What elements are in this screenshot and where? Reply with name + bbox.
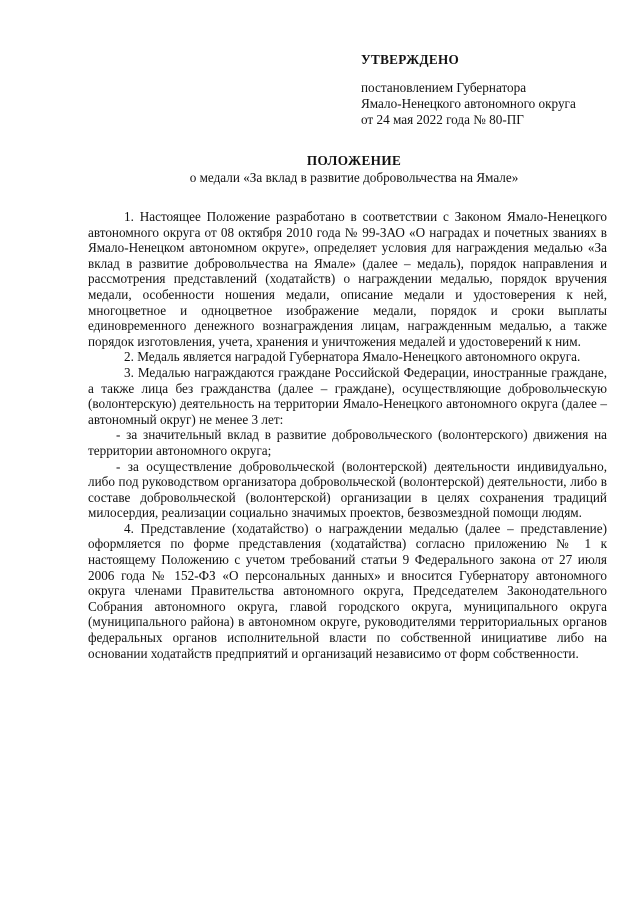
paragraph-3-bullet-1: - за значительный вклад в развитие добровольческого (волонтерского) движения на территории автономного округа; xyxy=(88,427,607,458)
paragraph-3: 3. Медалью награждаются граждане Российской Федерации, иностранные граждане, а также лица без гражданства (далее – граждане), осуществляющие добровольческую (волонтерскую) деятельность на территории Ямало-Ненецкого автономного округа (далее – автономный округ) не менее 3 лет: xyxy=(88,364,607,427)
document-heading xyxy=(80,152,628,186)
paragraph-1: 1. Настоящее Положение разработано в соответствии с Законом Ямало-Ненецкого автономного округа от 08 октября 2010 года № 99-ЗАО «О наградах и почетных званиях в Ямало-Ненецком автономном округе», определяет условия для награждения медалью «За вклад в развитие добровольчества на Ямале» (далее – медаль), порядок направления и рассмотрения представлений (ходатайств) о награждении медалью, порядок вручения медали, особенности ношения медали, описание медали и удостоверения к ней, многоцветное и одноцветное изображение медали, порядок и сроки выплаты единовременного денежного вознаграждения лицам, награжденным медалью, а также порядок изготовления, учета, хранения и уничтожения медалей и удостоверений к ним. xyxy=(88,209,607,349)
paragraph-2: 2. Медаль является наградой Губернатора Ямало-Ненецкого автономного округа. xyxy=(124,349,581,365)
document-title: ПОЛОЖЕНИЕ xyxy=(306,153,402,168)
paragraph-3-bullet-2: - за осуществление добровольческой (волонтерской) деятельности индивидуально, либо под руководством организатора добровольческой (волонтерской) деятельности, либо в составе добровольческой (волонтерской) организации в целях сохранения традиций милосердия, реализации социально значимых проектов, безвозмездной помощи людям. xyxy=(88,458,607,521)
approval-line: от 24 мая 2022 года № 80-ПГ xyxy=(361,112,524,127)
document-body xyxy=(88,209,607,661)
approval-heading: УТВЕРЖДЕНО xyxy=(361,52,460,67)
document-subtitle: о медали «За вклад в развитие добровольчества на Ямале» xyxy=(189,170,519,185)
approval-line: постановлением Губернатора xyxy=(361,80,527,95)
approval-stamp xyxy=(361,52,621,128)
paragraph-4: 4. Представление (ходатайство) о награждении медалью (далее – представление) оформляется по форме представления (ходатайства) согласно приложению № 1 к настоящему Положению с учетом требований статьи 9 Федерального закона от 27 июля 2006 года № 152-ФЗ «О персональных данных» и вносится Губернатору автономного округа членами Правительства автономного округа, Председателем Законодательного Собрания автономного округа, главой городского округа, муниципального округа (муниципального района) в автономном округе, руководителями территориальных органов федеральных органов исполнительной власти по собственной инициативе либо на основании ходатайств предприятий и организаций независимо от форм собственности. xyxy=(88,520,607,661)
approval-line: Ямало-Ненецкого автономного округа xyxy=(361,96,576,111)
